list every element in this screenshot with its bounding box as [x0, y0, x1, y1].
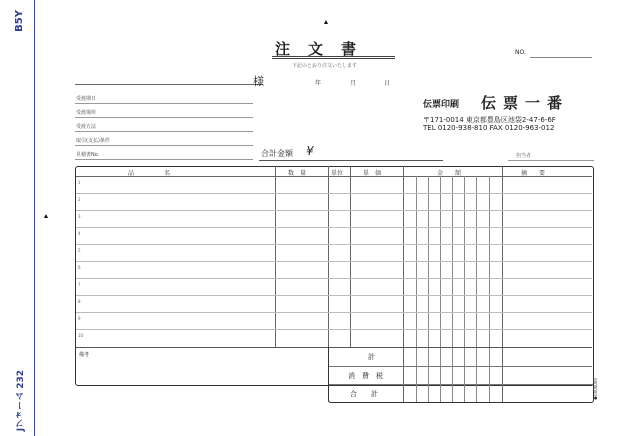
honorific: 様: [253, 75, 264, 88]
remarks-label: 備考: [79, 352, 90, 358]
row-number: 6: [78, 265, 81, 270]
number-label: NO.: [515, 49, 526, 56]
row-divider: [76, 227, 592, 228]
row-divider: [76, 312, 592, 313]
yen-icon: ¥: [306, 144, 314, 158]
tick-mark: [324, 20, 328, 24]
quote-no-field[interactable]: [75, 159, 253, 160]
row-number: 2: [78, 197, 81, 202]
row-divider: [76, 278, 592, 279]
row-number: 10: [78, 333, 84, 338]
form-code-top: B5Y: [14, 10, 25, 32]
delivery-date-field[interactable]: [75, 103, 253, 104]
header-remarks: 摘 要: [521, 170, 546, 177]
row-number: 3: [78, 214, 81, 219]
row-divider: [76, 210, 592, 211]
header-price: 単 価: [363, 170, 382, 177]
form-subtitle: 下記のとおり注文いたします: [292, 63, 358, 69]
representative-field[interactable]: [508, 160, 594, 161]
row-divider: [329, 384, 592, 385]
row-number: 1: [78, 180, 81, 185]
customer-name-field[interactable]: [75, 84, 263, 85]
payment-terms-field[interactable]: [75, 145, 253, 146]
number-field[interactable]: [530, 57, 592, 58]
row-number: 7: [78, 282, 81, 287]
row-divider: [76, 261, 592, 262]
delivery-method-label: 受渡方法: [76, 124, 97, 130]
row-number: 5: [78, 248, 81, 253]
form-title: 注文書: [275, 40, 375, 58]
form-code-bottom: Jフォーム 232: [16, 370, 26, 432]
grand-total-label: 合 計: [350, 390, 378, 398]
quote-no-label: 見積書No.: [76, 152, 100, 158]
row-number: 4: [78, 231, 81, 236]
total-amount-field[interactable]: [259, 160, 443, 161]
row-divider: [329, 366, 592, 367]
company-address: 〒171-0014 東京都豊島区池袋2-47-6-6F: [423, 116, 556, 124]
date-year: 年: [315, 80, 322, 87]
row-divider: [76, 193, 592, 194]
row-divider: [76, 329, 592, 330]
delivery-date-label: 受渡期日: [76, 96, 97, 102]
date-day: 日: [384, 80, 391, 87]
row-number: 8: [78, 299, 81, 304]
delivery-place-label: 受渡場所: [76, 110, 97, 116]
company-name: 伝票一番: [481, 94, 570, 112]
header-unit: 単位: [331, 170, 344, 177]
company-phone: TEL 0120-938-810 FAX 0120-963-012: [423, 124, 555, 132]
tax-label: 消 費 税: [348, 372, 383, 380]
header-qty: 数 量: [288, 170, 307, 177]
delivery-place-field[interactable]: [75, 117, 253, 118]
representative-label: 担当者: [516, 153, 532, 159]
title-underline: [272, 58, 395, 59]
header-item: 品 名: [128, 170, 171, 177]
company-prefix: 伝票印刷: [423, 100, 460, 110]
total-amount-label: 合計金額: [261, 149, 293, 158]
row-divider: [76, 244, 592, 245]
delivery-method-field[interactable]: [75, 131, 253, 132]
row-divider: [76, 295, 592, 296]
row-number: 9: [78, 316, 81, 321]
title-underline: [272, 56, 395, 57]
date-month: 月: [350, 80, 357, 87]
serial-mark: ●0000000: [593, 378, 598, 401]
subtotal-label: 計: [368, 353, 375, 361]
header-amount: 金 額: [437, 170, 462, 177]
payment-terms-label: 取引(支払)条件: [76, 138, 110, 144]
tick-mark: [44, 214, 48, 218]
